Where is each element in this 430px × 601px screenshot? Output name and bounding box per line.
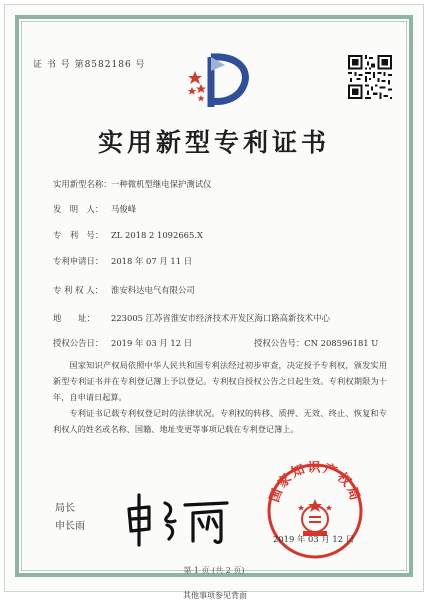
filing-date-field [53, 255, 192, 267]
inventor-field [53, 203, 136, 215]
patentee-label: 专 利 权 人： [53, 285, 103, 295]
seal-date: 2019 年 03 月 12 日 [273, 534, 355, 544]
utility-name-field [53, 178, 212, 190]
seal-text: 国家知识产权局 [267, 461, 363, 505]
cnipa-logo-icon [181, 51, 253, 111]
utility-name-label: 实用新型名称： [53, 179, 112, 189]
patent-number-label: 专 利 号： [53, 230, 104, 240]
grant-date-value: 2019 年 03 月 12 日 [111, 338, 193, 348]
page-indicator: 第 1 页 (共 2 页) [183, 566, 245, 575]
grant-date-label: 授权公告日： [53, 338, 104, 348]
official-seal-icon [265, 461, 365, 561]
patent-number-field [53, 229, 203, 241]
grant-date-field [53, 337, 192, 349]
certificate-sheet [4, 4, 424, 592]
inventor-label: 发 明 人： [53, 204, 104, 214]
svg-text:国家知识产权局 [266, 461, 362, 504]
address-label: 地 址： [53, 313, 95, 323]
filing-date-label: 专利申请日： [53, 256, 104, 266]
inventor-value: 马俊峰 [111, 204, 137, 214]
patent-number-value: ZL 2018 2 1092665.X [111, 230, 203, 240]
body-paragraph: 专利证书记载专利权登记时的法律状况。专利权的转移、质押、无效、终止、恢复和专利权人的姓名或名称、国籍、地址变更等事项记载在专利登记簿上。 [53, 408, 387, 434]
footer-note: 其他事项参见背面 [183, 591, 247, 600]
director-signature-icon [123, 489, 233, 547]
grant-number: 授权公告号：CN 208596181 U [254, 338, 379, 348]
certificate-body [53, 357, 387, 437]
patentee-field [53, 284, 195, 296]
patentee-value: 淮安科达电气有限公司 [111, 285, 195, 295]
filing-date-value: 2018 年 07 月 11 日 [111, 256, 193, 266]
director-name: 申长雨 [55, 521, 85, 532]
address-field [53, 312, 111, 324]
director-title: 局长 [55, 503, 75, 514]
certificate-number: 证 书 号 第8582186 号 [33, 60, 146, 70]
body-paragraph: 国家知识产权局依照中华人民共和国专利法经过初步审查，决定授予专利权，颁发实用新型专利证书并在专利登记簿上予以登记。专利权自授权公告之日起生效。专利权期限为十年，自申请日起算。 [53, 360, 387, 402]
utility-name-value: 一种微机型继电保护测试仪 [111, 179, 212, 189]
certificate-title: 实用新型专利证书 [97, 128, 330, 157]
qr-code-icon [348, 55, 392, 99]
address-value: 223005 江苏省淮安市经济技术开发区海口路高新技术中心 [111, 313, 330, 323]
